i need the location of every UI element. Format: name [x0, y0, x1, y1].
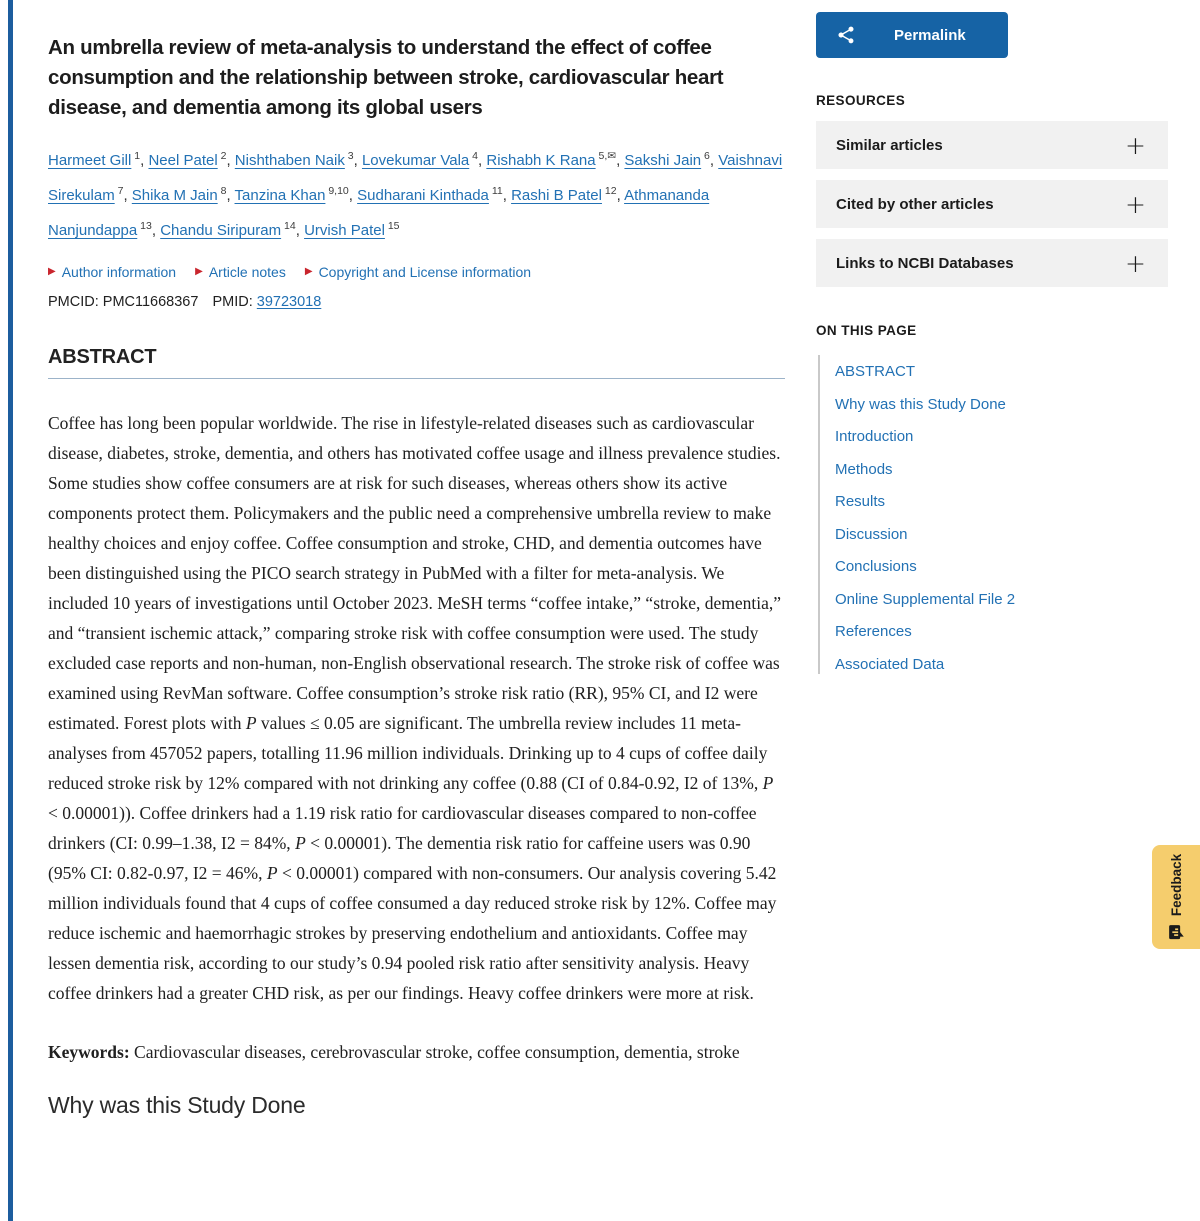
accordion-label: Cited by other articles	[836, 195, 994, 213]
author-affiliation-sup: 2	[217, 150, 227, 162]
meta-link-anchor[interactable]: Copyright and License information	[318, 264, 532, 280]
author-affiliation-sup: 7	[114, 185, 124, 197]
author-affiliation-sup: 13	[137, 220, 152, 232]
abstract-text: Coffee has long been popular worldwide. The rise in lifestyle-related diseases such as cardiovascular disease, diabetes, stroke, dementia, and others has motivated coffee usage and illness prevalence studies. Some studies show coffee consumers are at risk for such diseases, whereas others show its active components protect them. Policymakers and the public need a comprehensive umbrella review to make healthy choices and enjoy coffee. Coffee consumption and stroke, CHD, and dementia outcomes have been distinguished using the PICO search strategy in PubMed with a filter for meta-analysis. We included 10 years of investigations until October 2023. MeSH terms “coffee intake,” “stroke, dementia,” and “transient ischemic attack,” comparing stroke risk with coffee consumption were used. The study excluded case reports and non-human, non-English observational research. The stroke risk of coffee was examined using RevMan software. Coffee consumption’s stroke risk ratio (RR), 95% CI, and I2 were estimated. Forest plots with P values ≤ 0.05 are significant. The umbrella review includes 11 meta-analyses from 457052 papers, totalling 11.96 million individuals. Drinking up to 4 cups of coffee daily reduced stroke risk by 12% compared with not drinking any coffee (0.88 (CI of 0.84-0.92, I2 of 13%, P < 0.00001)). Coffee drinkers had a 1.19 risk ratio for cardiovascular diseases compared to non-coffee drinkers (CI: 0.99–1.38, I2 = 84%, P < 0.00001). The dementia risk ratio for caffeine users was 0.90 (95% CI: 0.82-0.97, I2 = 46%, P < 0.00001) compared with non-consumers. Our analysis covering 5.42 million individuals found that 4 cups of coffee consumed a day reduced stroke risk by 12%. Coffee may reduce ischemic and haemorrhagic strokes by preserving endothelium and antioxidants. Coffee may lessen dementia risk, according to our study’s 0.94 pooled risk ratio after sensitivity analysis. Heavy coffee drinkers had a greater CHD risk, as per our findings. Heavy coffee drinkers were more at risk.	[48, 413, 782, 1003]
feedback-tab-inner	[1168, 854, 1184, 940]
article-meta-links	[48, 262, 785, 282]
feedback-label: Feedback	[1168, 853, 1184, 917]
abstract-heading: ABSTRACT	[48, 346, 785, 379]
feedback-tab[interactable]	[1152, 845, 1200, 949]
on-this-page-link-online-supplemental-file-2[interactable]: Online Supplemental File 2	[835, 590, 1016, 608]
accordion-similar-articles[interactable]	[816, 121, 1168, 169]
pmcid-label: PMCID:	[48, 294, 99, 310]
keywords-label: Keywords:	[48, 1042, 130, 1062]
on-this-page-link-results[interactable]: Results	[835, 493, 886, 510]
meta-link-anchor[interactable]: Author information	[61, 264, 177, 280]
author-link-neel-patel[interactable]: Neel Patel	[148, 152, 218, 169]
left-accent-bar	[8, 0, 13, 1221]
triangle-bullet-icon: ▶	[48, 266, 56, 277]
meta-link-author-information	[48, 262, 176, 282]
plus-icon: +	[1125, 130, 1146, 160]
author-affiliation-sup: 5,✉	[595, 150, 617, 162]
author-affiliation-sup: 15	[384, 220, 400, 232]
author-affiliation-sup: 9,10	[325, 185, 349, 197]
section-heading-why-study-done: Why was this Study Done	[48, 1092, 306, 1118]
author-link-rashi-b-patel[interactable]: Rashi B Patel	[511, 187, 602, 204]
author-link-shika-m-jain[interactable]: Shika M Jain	[131, 187, 218, 204]
on-this-page-link-references[interactable]: References	[835, 623, 912, 640]
on-this-page-link-conclusions[interactable]: Conclusions	[835, 558, 917, 575]
plus-icon: +	[1125, 248, 1146, 278]
on-this-page-link-discussion[interactable]: Discussion	[835, 525, 908, 543]
author-affiliation-sup: 4	[469, 150, 479, 162]
accordion-label: Links to NCBI Databases	[836, 254, 1014, 272]
author-link-rishabh-k-rana[interactable]: Rishabh K Rana	[486, 152, 596, 169]
meta-link-article-notes	[195, 262, 286, 282]
resources-heading: RESOURCES	[816, 93, 906, 108]
on-this-page-link-introduction[interactable]: Introduction	[835, 428, 914, 445]
author-link-lovekumar-vala[interactable]: Lovekumar Vala	[361, 152, 470, 169]
author-affiliation-sup: 6	[701, 150, 710, 162]
author-link-vaishnavi-sirekulam[interactable]: Vaishnavi Sirekulam	[48, 152, 783, 204]
author-list: Harmeet Gill $^1$, Neel Patel $^2$, Nishthaben Naik $^3$, Lovekumar Vala $^4$, Rishabh K Rana $^{5,✉}$, Sakshi Jain $^6$, Vaishnavi Sirekulam $^7$, Shika M Jain $^8$, Tanzina Khan $^{9,10}$, Sudharani Kinthada $^{11}$, Rashi B Patel $^{12}$, Athmananda Nanjundappa $^{13}$, Chandu Siripuram $^{14}$, Urvish Patel $^{15}$	[48, 150, 783, 239]
on-this-page-link-why-was-this-study-done[interactable]: Why was this Study Done	[835, 395, 1006, 413]
article-title: An umbrella review of meta-analysis to understand the effect of coffee consumption and the relationship between stroke, cardiovascular heart disease, and dementia among its global users	[48, 36, 724, 119]
pmcid-value: PMC11668367	[102, 294, 199, 310]
on-this-page-heading: ON THIS PAGE	[816, 323, 917, 338]
on-this-page-link-associated-data[interactable]: Associated Data	[835, 655, 945, 673]
author-affiliation-sup: 1	[131, 150, 141, 162]
author-affiliation-sup: 14	[281, 220, 296, 232]
resources-accordions	[816, 121, 1168, 287]
triangle-bullet-icon: ▶	[304, 266, 313, 277]
feedback-survey-icon	[1168, 924, 1184, 940]
author-affiliation-sup: 11	[488, 185, 503, 197]
article-main	[48, 0, 785, 1119]
author-link-athmananda-nanjundappa[interactable]: Athmananda Nanjundappa	[48, 187, 710, 239]
meta-link-copyright-and-license-information	[305, 262, 531, 282]
permalink-button[interactable]	[816, 12, 1008, 58]
permalink-label: Permalink	[894, 26, 966, 44]
accordion-cited-by-other-articles[interactable]	[816, 180, 1168, 228]
pmid-label: PMID:	[212, 294, 253, 310]
article-ids	[48, 294, 785, 310]
sidebar	[816, 0, 1168, 674]
author-affiliation-sup: 8	[217, 185, 227, 197]
plus-icon: +	[1125, 189, 1146, 219]
author-affiliation-sup: 12	[601, 185, 617, 197]
keywords-text: Cardiovascular diseases, cerebrovascular stroke, coffee consumption, dementia, stroke	[129, 1042, 740, 1062]
on-this-page-nav	[818, 355, 1168, 674]
triangle-bullet-icon: ▶	[195, 266, 203, 277]
author-link-nishthaben-naik[interactable]: Nishthaben Naik	[234, 152, 345, 169]
author-link-harmeet-gill[interactable]: Harmeet Gill	[48, 152, 132, 169]
accordion-label: Similar articles	[836, 136, 943, 154]
meta-link-anchor[interactable]: Article notes	[208, 264, 286, 280]
accordion-links-to-ncbi-databases[interactable]	[816, 239, 1168, 287]
author-link-sudharani-kinthada[interactable]: Sudharani Kinthada	[357, 187, 489, 204]
author-link-urvish-patel[interactable]: Urvish Patel	[304, 222, 385, 239]
author-link-tanzina-khan[interactable]: Tanzina Khan	[234, 187, 326, 204]
on-this-page-link-abstract[interactable]: ABSTRACT	[835, 363, 916, 380]
pmid-link[interactable]: 39723018	[256, 294, 322, 310]
author-link-sakshi-jain[interactable]: Sakshi Jain	[624, 152, 702, 169]
share-icon	[836, 25, 856, 45]
on-this-page-link-methods[interactable]: Methods	[835, 460, 893, 478]
author-link-chandu-siripuram[interactable]: Chandu Siripuram	[160, 222, 282, 239]
author-affiliation-sup: 3	[344, 150, 354, 162]
keywords	[48, 1037, 785, 1067]
